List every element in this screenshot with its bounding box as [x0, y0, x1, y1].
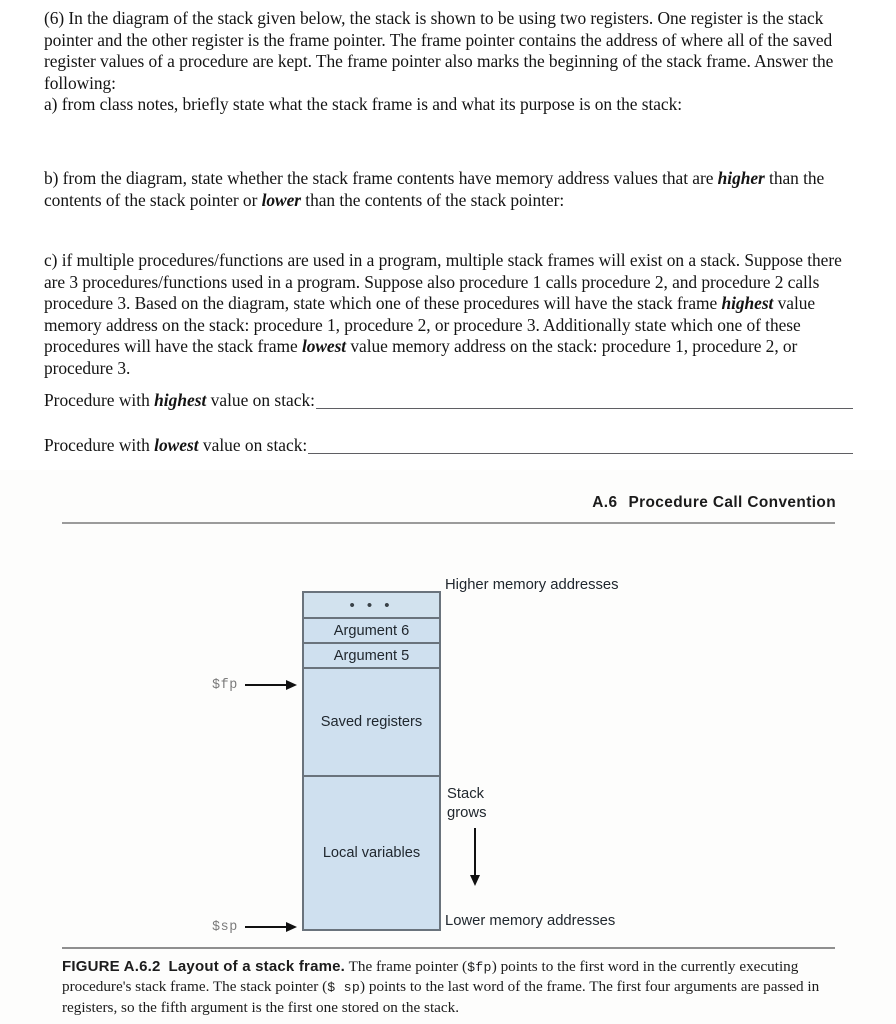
- part-c-text-1: c) if multiple procedures/functions are used in a program, multiple stack frames will exist on a stack. Suppose there are 3 procedures/functions used in a program. Suppose also procedure 1 calls procedure 2, and procedure 2 calls procedure 3. Based on the diagram, state which one of these procedures will have the stack frame: [44, 250, 842, 314]
- question-part-b: [44, 168, 844, 211]
- answer-emphasis-lowest: lowest: [154, 435, 199, 455]
- caption-rule: [62, 947, 835, 949]
- stack-pointer-label: $sp: [212, 919, 238, 935]
- stack-pointer-annotation: [212, 920, 297, 934]
- cell-argument-6: Argument 6: [304, 619, 439, 644]
- answer-line-highest: [44, 390, 844, 410]
- part-b-emphasis-lower: lower: [261, 189, 301, 210]
- worksheet-part-b-block: [44, 168, 844, 211]
- part-c-text-2: value memory address on the stack: procedure 1, procedure 2, or procedure 3. Additionally state which one of these procedures will have the stack frame: [44, 293, 816, 357]
- stack-pointer-arrow-icon: [245, 926, 297, 928]
- frame-pointer-annotation: [212, 678, 297, 692]
- caption-mono-fp: $fp: [467, 960, 492, 975]
- note-higher-memory-addresses: Higher memory addresses: [445, 577, 619, 593]
- answer-blank-lowest[interactable]: [308, 453, 853, 454]
- question-part-c: [44, 250, 844, 380]
- cell-argument-5: Argument 5: [304, 644, 439, 669]
- cell-ellipsis: • • •: [304, 593, 439, 619]
- running-head-section-number: A.6: [592, 494, 618, 511]
- frame-pointer-arrow-icon: [245, 684, 297, 686]
- answer-emphasis-highest: highest: [154, 390, 207, 410]
- worksheet-part-c-block: [44, 250, 844, 380]
- note-lower-memory-addresses: Lower memory addresses: [445, 913, 616, 929]
- stack-box: [302, 591, 441, 931]
- question-part-a: a) from class notes, briefly state what the stack frame is and what its purpose is on the stack:: [44, 94, 682, 115]
- part-c-emphasis-highest: highest: [721, 293, 774, 314]
- note-stack-grows-line1: Stack: [447, 786, 485, 802]
- answer-label-highest-pre: Procedure with: [44, 390, 155, 410]
- note-stack-grows: [447, 785, 486, 823]
- question-intro: (6) In the diagram of the stack given below, the stack is shown to be using two registers. One register is the stack pointer and the other register is the frame pointer. The frame pointer contains the address of where all of the saved register values of a procedure are kept. The frame pointer also marks the beginning of the stack frame. Answer the following:: [44, 8, 834, 93]
- stack-frame-diagram: [0, 470, 896, 950]
- caption-body-2: ) points to the first word in the currently executing procedure's stack frame. The stack pointer (: [62, 958, 799, 996]
- caption-body-3: ) points to the last word of the frame. The first four arguments are passed in registers, so the fifth argument is the first one stored on the stack.: [62, 978, 820, 1016]
- note-stack-grows-line2: grows: [447, 805, 487, 821]
- cell-local-variables: Local variables: [304, 777, 439, 929]
- caption-heading: [62, 958, 345, 975]
- part-b-emphasis-higher: higher: [717, 168, 765, 188]
- part-c-emphasis-lowest: lowest: [301, 336, 347, 357]
- answer-label-lowest-pre: Procedure with: [44, 435, 155, 455]
- answer-label-highest-post: value on stack:: [206, 390, 315, 410]
- cell-saved-registers: Saved registers: [304, 669, 439, 777]
- answer-line-lowest: [44, 435, 844, 455]
- caption-title: Layout of a stack frame.: [168, 958, 346, 975]
- textbook-figure-region: [0, 470, 896, 1024]
- worksheet-question-block: [44, 8, 844, 116]
- running-head-section-title: Procedure Call Convention: [628, 494, 836, 511]
- frame-pointer-label: $fp: [212, 677, 238, 693]
- caption-mono-sp: $ sp: [327, 980, 361, 996]
- part-c-text-3: value memory address on the stack: procedure 1, procedure 2, or procedure 3.: [44, 336, 798, 378]
- answer-label-lowest-post: value on stack:: [198, 435, 308, 455]
- part-b-text-1: b) from the diagram, state whether the stack frame contents have memory address values that are: [44, 168, 718, 188]
- caption-body-1: The frame pointer (: [345, 958, 468, 975]
- answer-blank-highest[interactable]: [316, 408, 853, 409]
- part-b-text-3: than the contents of the stack pointer:: [300, 189, 565, 210]
- figure-caption: [62, 957, 838, 1017]
- part-b-text-2: than the contents of the stack pointer or: [44, 168, 825, 210]
- stack-grows-down-arrow-icon: [474, 828, 476, 886]
- caption-figure-label: FIGURE A.6.2: [62, 958, 161, 975]
